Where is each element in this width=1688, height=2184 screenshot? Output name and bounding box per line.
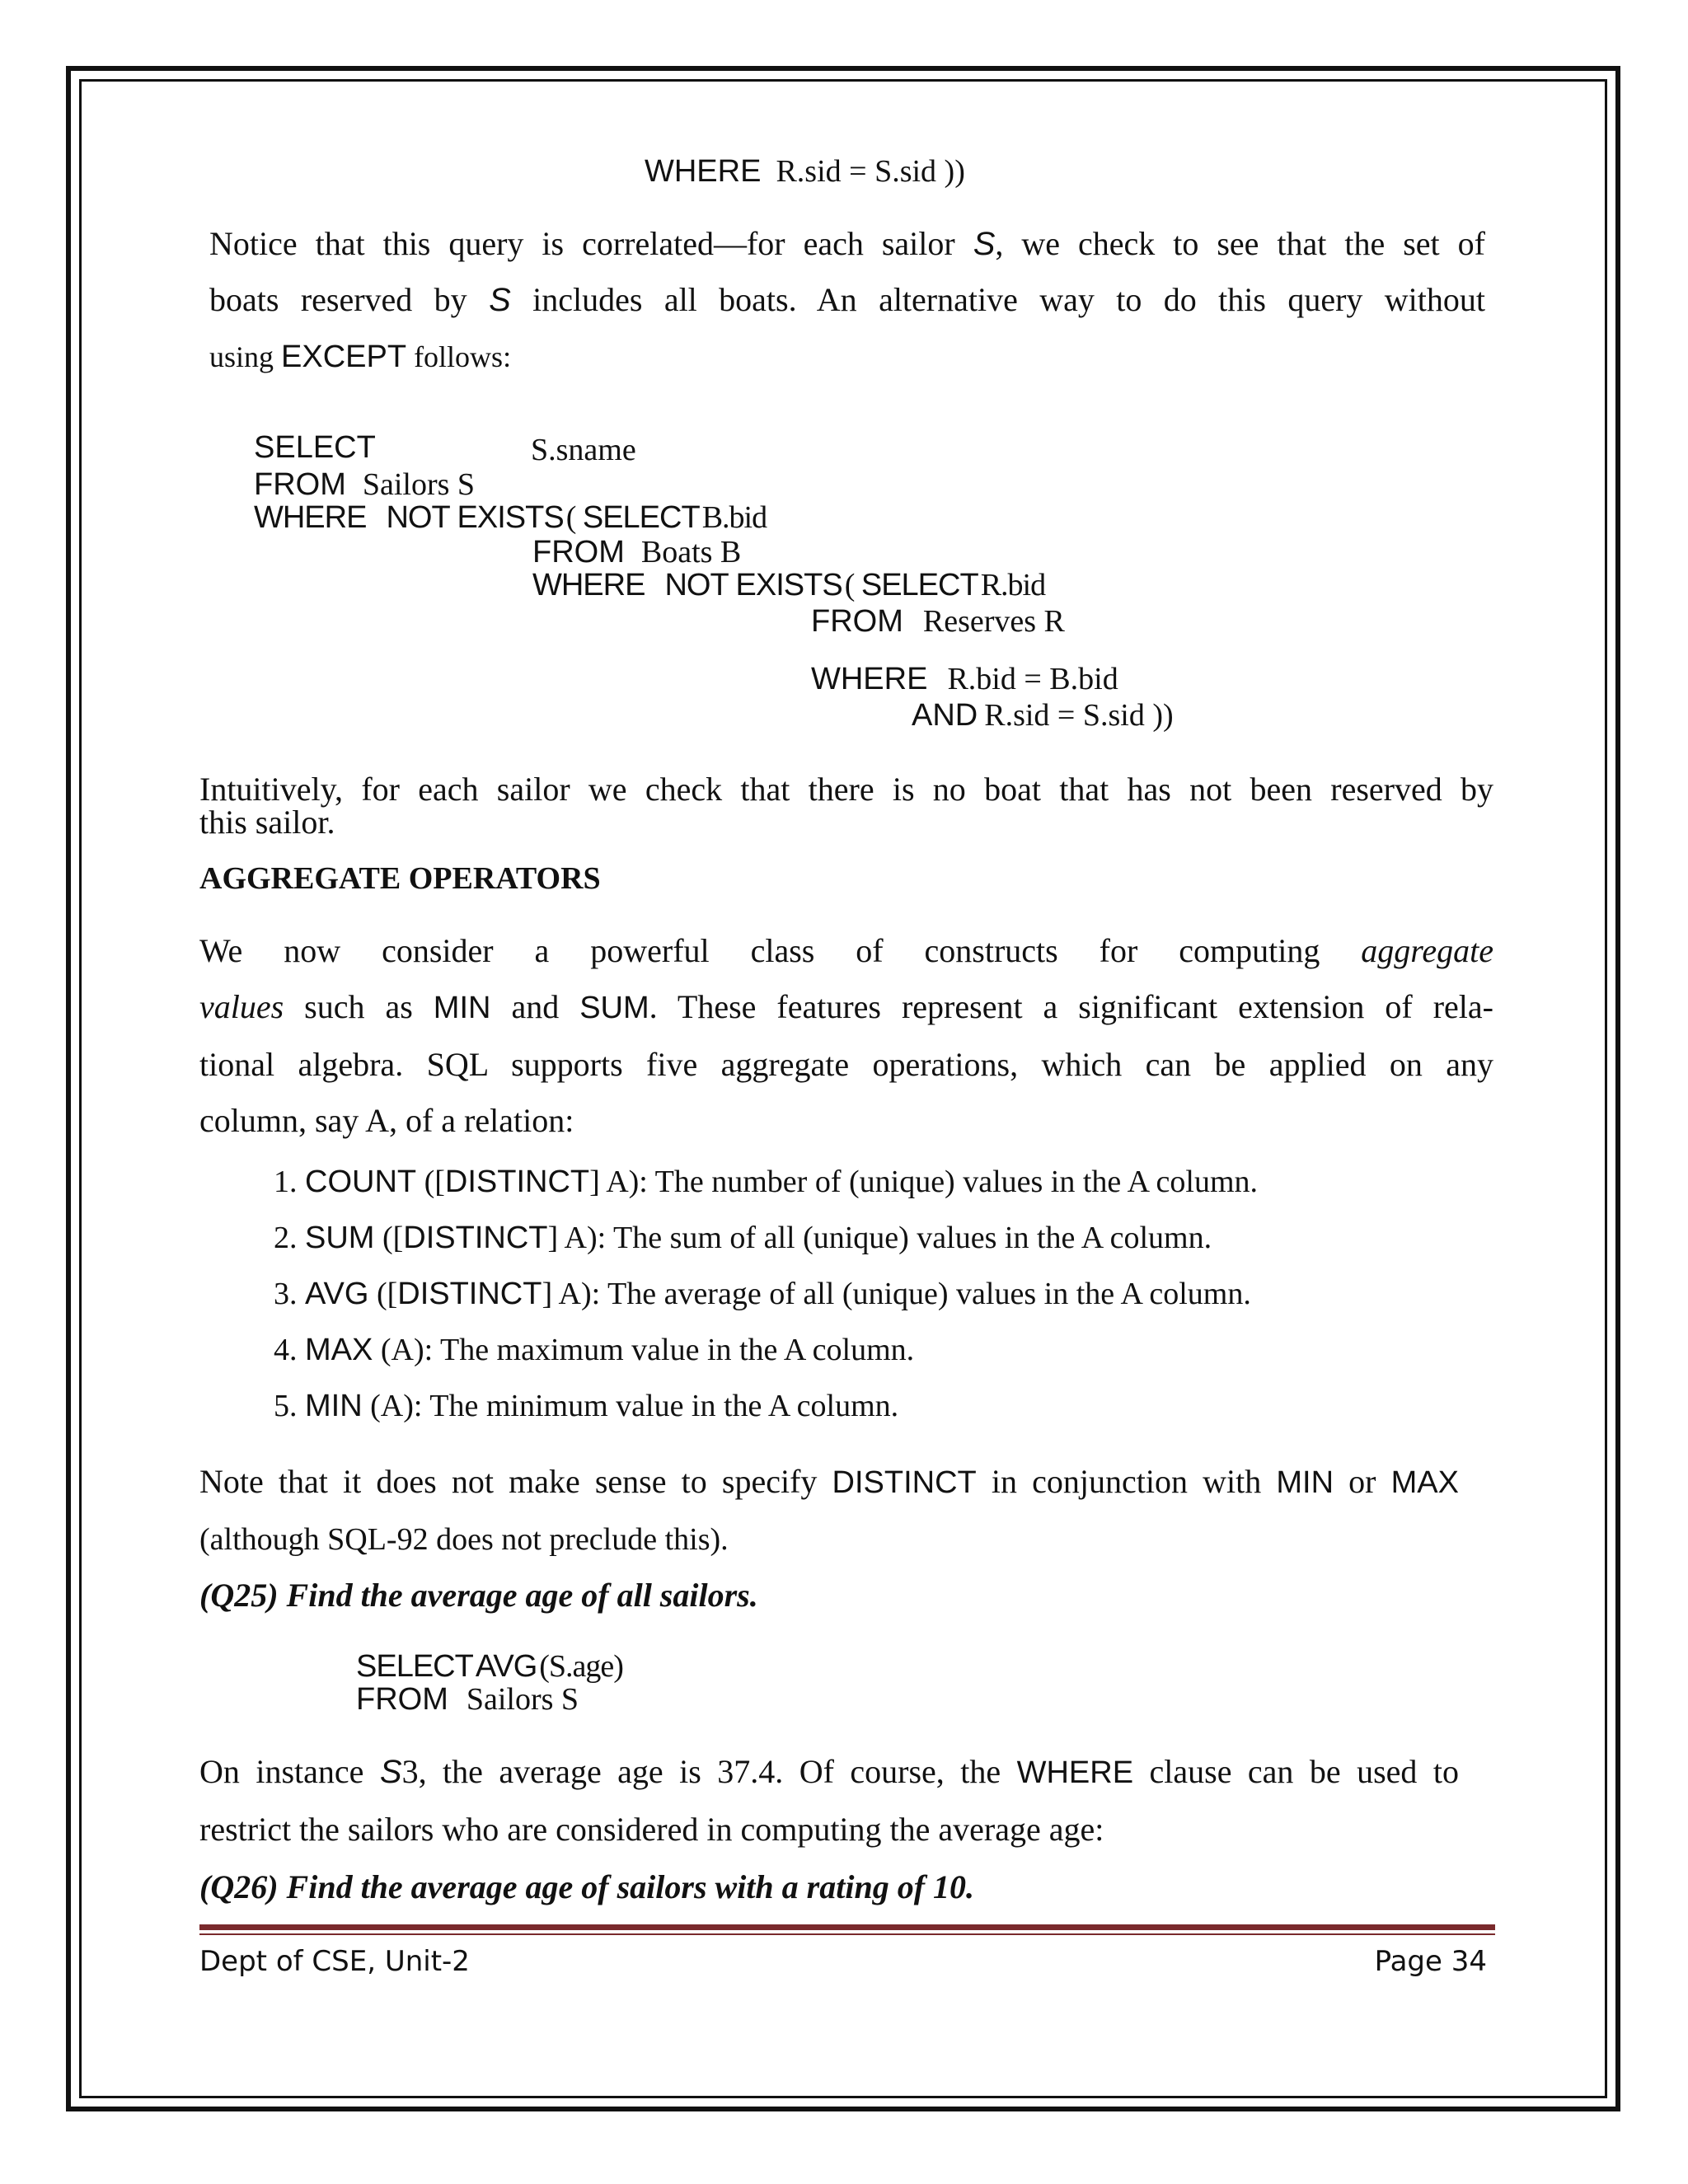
para3-line3: tional algebra. SQL supports five aggregate operations, which can be applied on any <box>199 1046 1493 1083</box>
list-item: 5. MIN (A): The minimum value in the A column. <box>274 1389 899 1423</box>
query2-select: SELECT AVG (S.age) <box>356 1649 623 1684</box>
footer-page-number: Page 34 <box>1374 1945 1487 1978</box>
para4-line1: Note that it does not make sense to specify DISTINCT in conjunction with MIN or MAX <box>199 1463 1460 1500</box>
query1-select: SELECT S.sname <box>254 430 636 467</box>
para4-line2: (although SQL-92 does not preclude this). <box>199 1522 729 1557</box>
para1-line2: boats reserved by S includes all boats. An alternative way to do this query without <box>209 281 1486 318</box>
query1-inner-where: WHERE R.bid = B.bid <box>811 662 1118 696</box>
para2-line2: this sailor. <box>199 804 335 841</box>
footer-rule <box>199 1924 1495 1930</box>
para5-line1: On instance S3, the average age is 37.4. Of course, the WHERE clause can be used to <box>199 1753 1459 1790</box>
list-item: 4. MAX (A): The maximum value in the A column. <box>274 1333 915 1367</box>
list-item: 1. COUNT ([DISTINCT] A): The number of (unique) values in the A column. <box>274 1165 1258 1199</box>
query1-subquery-from: FROM Boats B <box>532 535 742 569</box>
para1-line3: using EXCEPT follows: <box>209 340 512 374</box>
para3-line2: values such as MIN and SUM. These features represent a significant extension of rela- <box>199 988 1493 1025</box>
list-item: 2. SUM ([DISTINCT] A): The sum of all (unique) values in the A column. <box>274 1221 1212 1255</box>
footer-dept: Dept of CSE, Unit-2 <box>199 1945 470 1978</box>
query1-from: FROM Sailors S <box>254 467 476 502</box>
list-item: 3. AVG ([DISTINCT] A): The average of all (unique) values in the A column. <box>274 1277 1251 1311</box>
para1-line1: Notice that this query is correlated—for each sailor S, we check to see that the set of <box>209 225 1485 262</box>
para2-line1: Intuitively, for each sailor we check that there is no boat that has not been reserved by <box>199 771 1493 808</box>
query1-inner-and: AND R.sid = S.sid )) <box>912 698 1174 733</box>
query2-from: FROM Sailors S <box>356 1682 579 1717</box>
top-where-clause: WHERE R.sid = S.sid )) <box>645 154 965 189</box>
page-border-inner <box>79 79 1607 2098</box>
query1-subquery-where: WHERE NOT EXISTS ( SELECT R.bid <box>532 568 1046 602</box>
question-q25: (Q25) Find the average age of all sailors. <box>199 1577 758 1614</box>
question-q26: (Q26) Find the average age of sailors with a rating of 10. <box>199 1868 975 1905</box>
para3-line1: We now consider a powerful class of constructs for computing aggregate <box>199 932 1493 969</box>
footer-rule-thin <box>199 1933 1495 1935</box>
query1-where: WHERE NOT EXISTS ( SELECT B.bid <box>254 500 767 535</box>
para3-line4: column, say A, of a relation: <box>199 1102 574 1139</box>
section-heading: AGGREGATE OPERATORS <box>199 861 601 896</box>
para5-line2: restrict the sailors who are considered in computing the average age: <box>199 1811 1104 1848</box>
query1-inner-from: FROM Reserves R <box>811 604 1065 639</box>
